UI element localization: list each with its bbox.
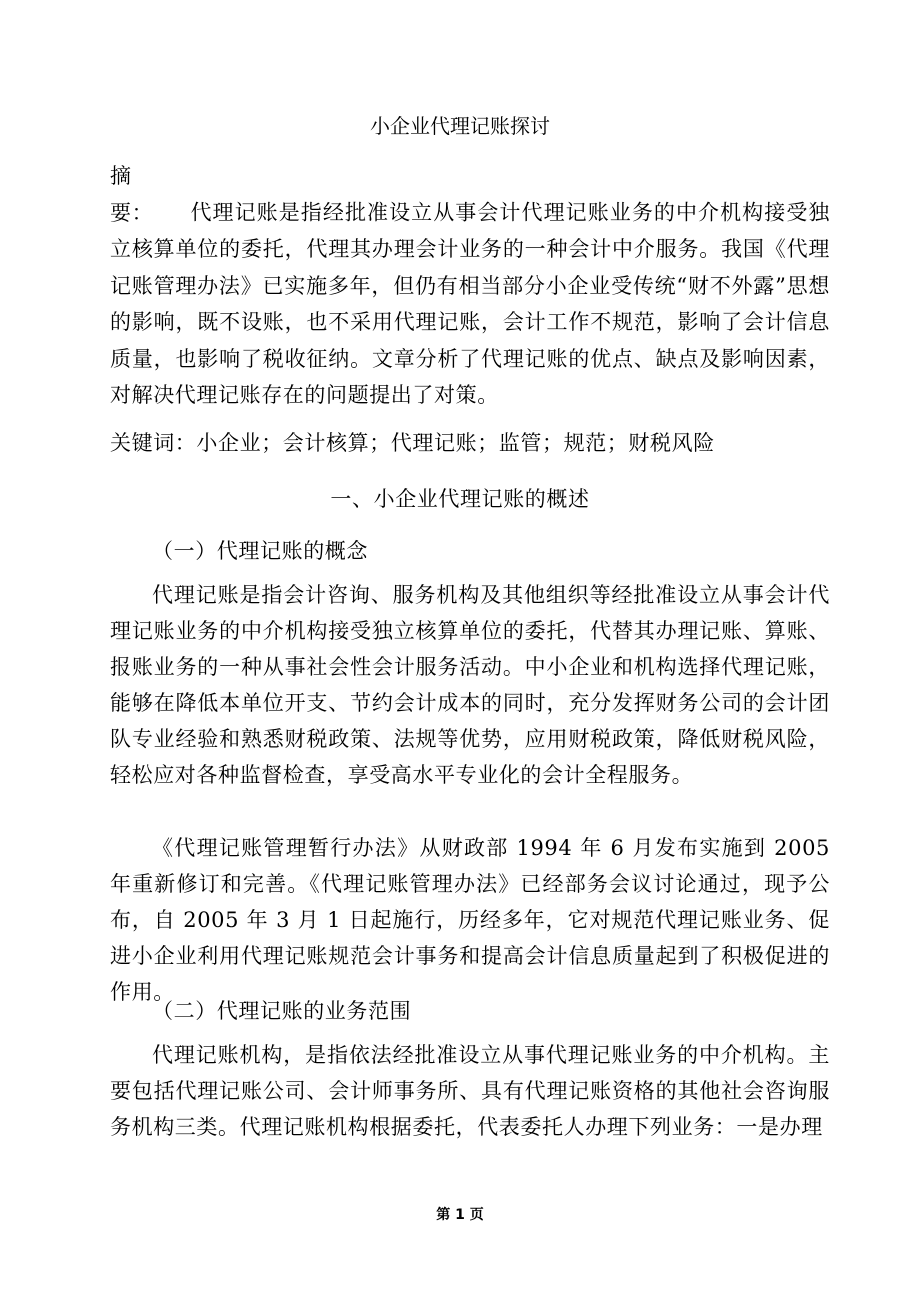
abstract-label: 摘 要：: [110, 164, 175, 225]
keywords-label: 关键词：: [110, 431, 197, 455]
keywords-text: 小企业；会计核算；代理记账；监管；规范；财税风险: [196, 431, 715, 455]
abstract-text: 代理记账是指经批准设立从事会计代理记账业务的中介机构接受独立核算单位的委托，代理其办理会计业务的一种会计中介服务。我国《代理记账管理办法》已实施多年，但仍有相当部分小企业受传统“财不外露”思想的影响，既不设账，也不采用代理记账，会计工作不规范，影响了会计信息质量，也影响了税收征纳。文章分析了代理记账的优点、缺点及影响因素，对解决代理记账存在的问题提出了对策。: [110, 200, 830, 407]
document-title: 小企业代理记账探讨: [370, 114, 550, 138]
section-heading: 一、小企业代理记账的概述: [330, 487, 590, 511]
keywords: [110, 425, 830, 461]
subsection-heading-1: （一）代理记账的概念: [152, 539, 368, 563]
paragraph-2: 《代理记账管理暂行办法》从财政部 1994 年 6 月发布实施到 2005 年重新修订和完善。《代理记账管理办法》已经部务会议讨论通过，现予公布，自 2005 年 3 月 1 日起施行，历经多年，它对规范代理记账业务、促进小企业利用代理记账规范会计事务和提高会计信息质量起到了积极促进的作用。: [110, 836, 830, 1004]
paragraph-3: 代理记账机构，是指依法经批准设立从事代理记账业务的中介机构。主要包括代理记账公司、会计师事务所、具有代理记账资格的其他社会咨询服务机构三类。代理记账机构根据委托，代表委托人办理下列业务：一是办理: [110, 1043, 830, 1139]
page-number: 第 1 页: [436, 1207, 484, 1223]
paragraph-1: 代理记账是指会计咨询、服务机构及其他组织等经批准设立从事会计代理记账业务的中介机构接受独立核算单位的委托，代替其办理记账、算账、报账业务的一种从事社会性会计服务活动。中小企业和机构选择代理记账，能够在降低本单位开支、节约会计成本的同时，充分发挥财务公司的会计团队专业经验和熟悉财税政策、法规等优势，应用财税政策，降低财税风险，轻松应对各种监督检查，享受高水平专业化的会计全程服务。: [110, 583, 830, 787]
subsection-heading-2: （二）代理记账的业务范围: [152, 999, 412, 1023]
abstract: [110, 158, 830, 414]
